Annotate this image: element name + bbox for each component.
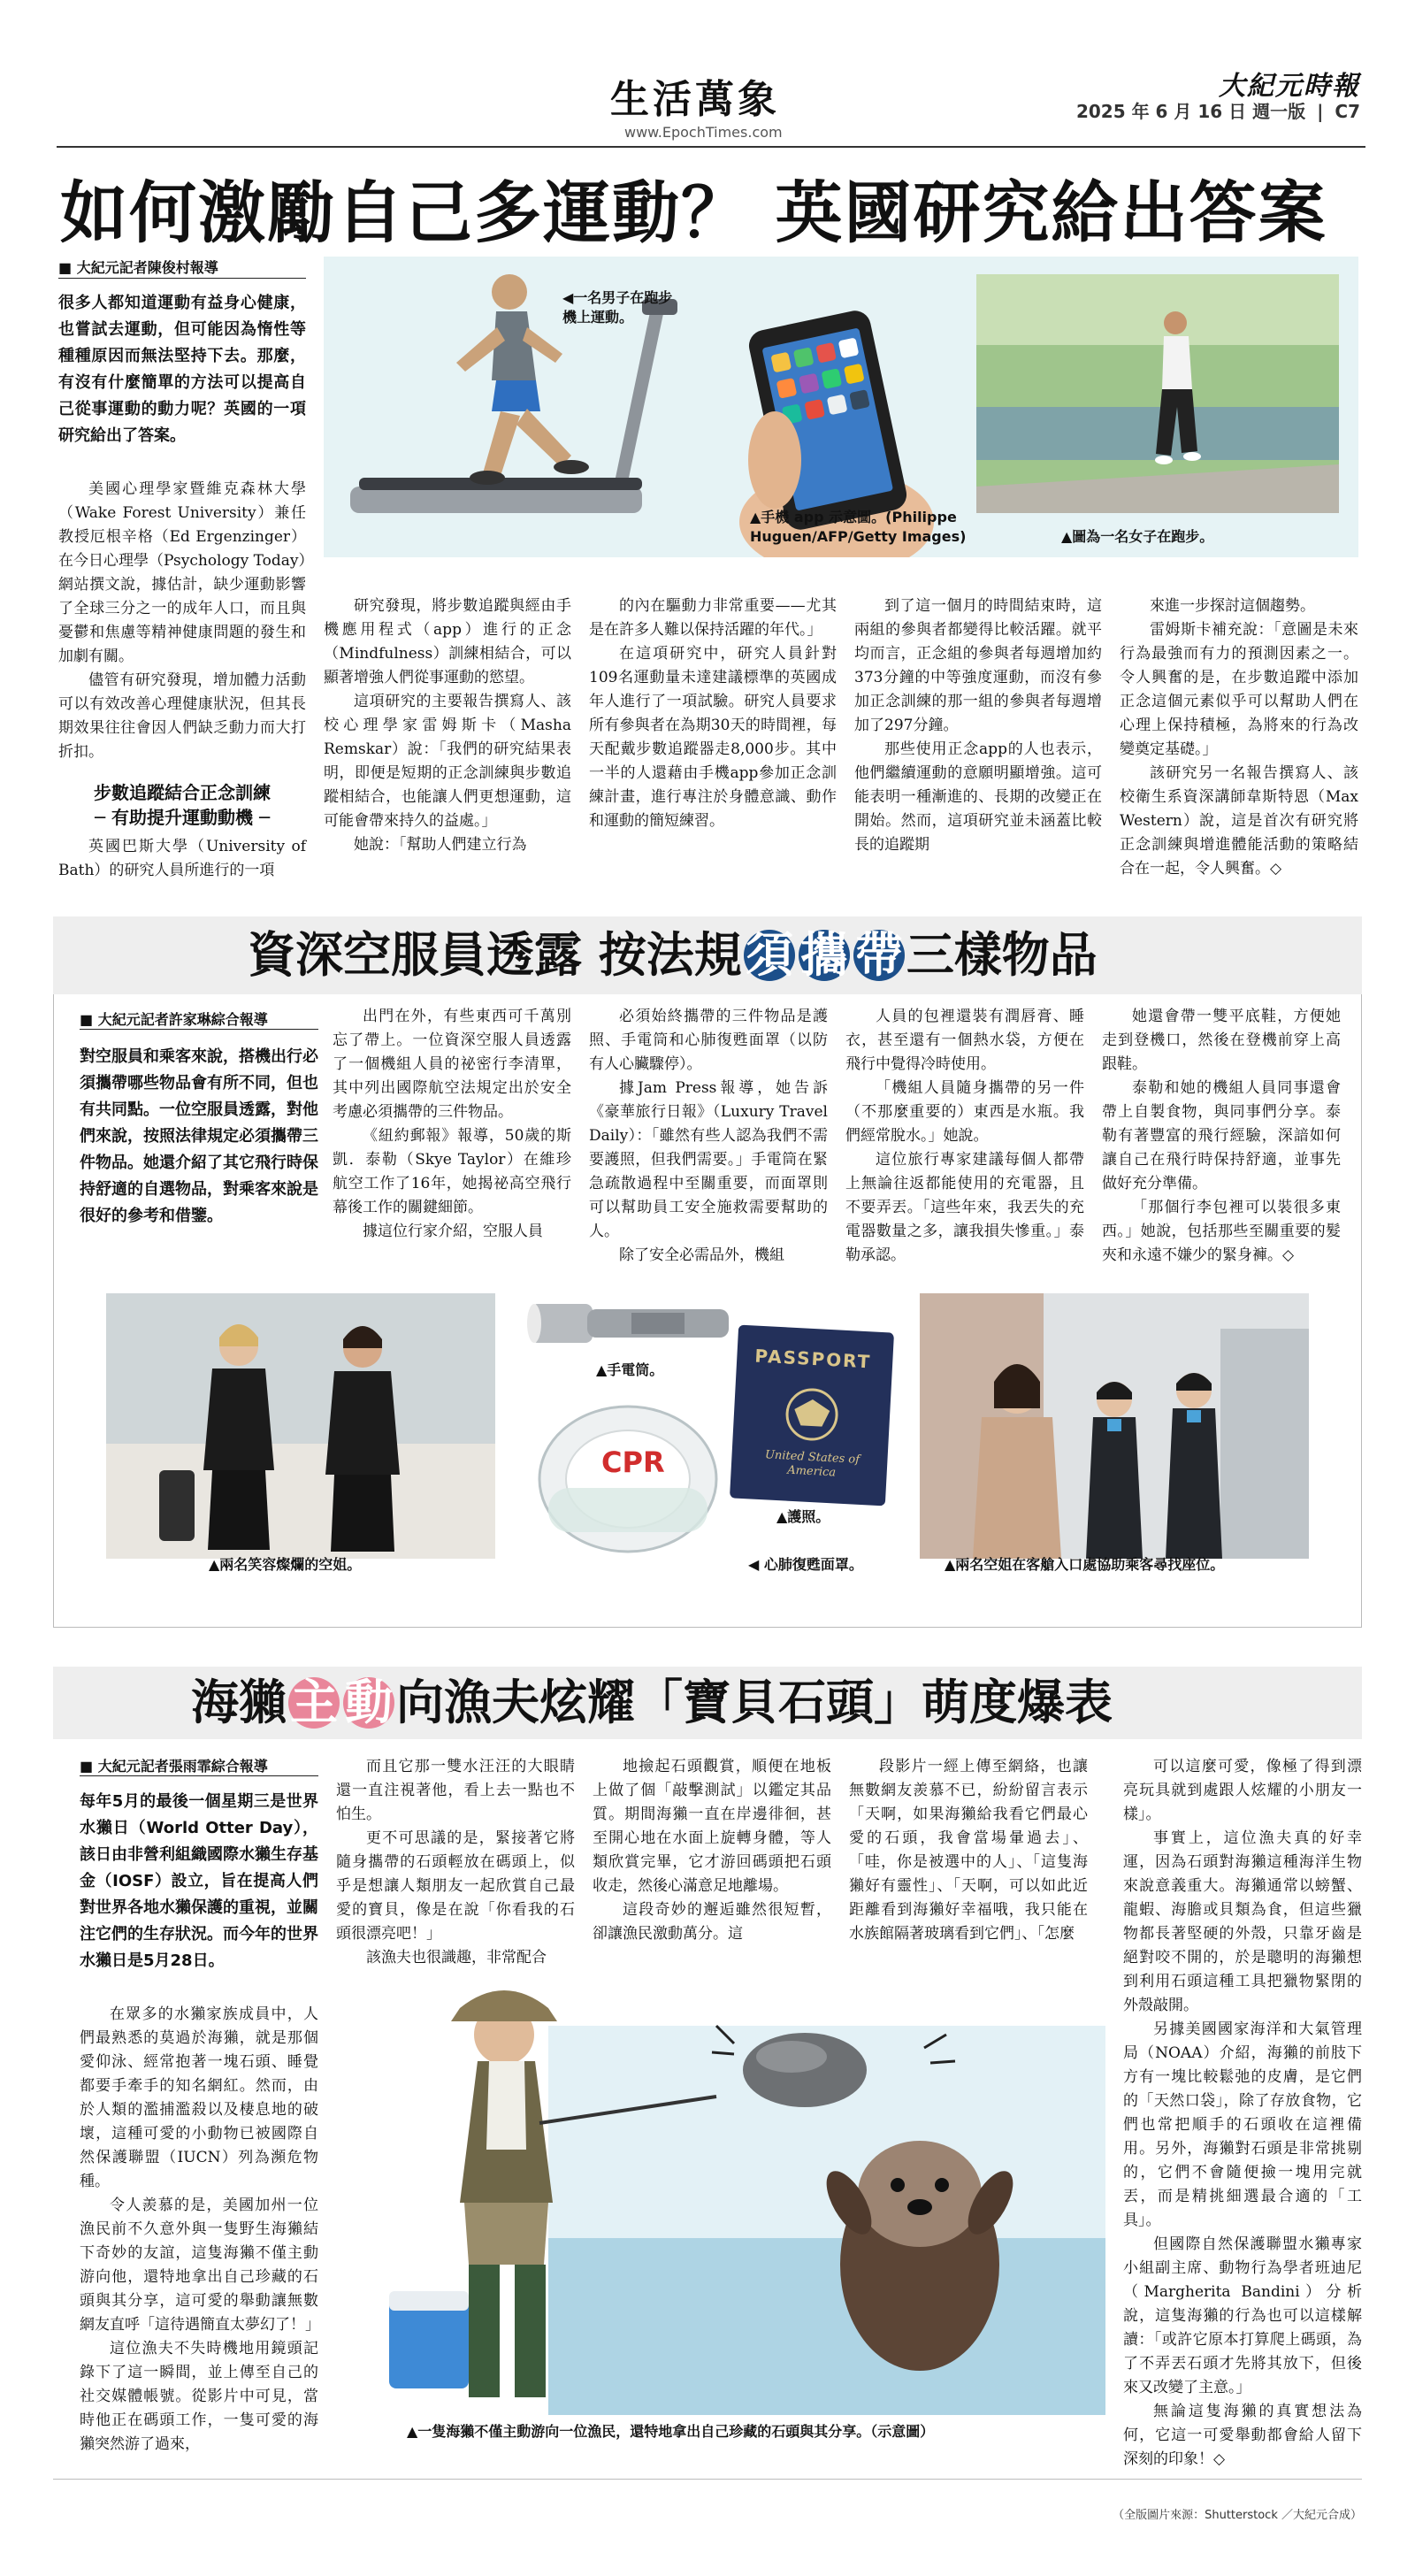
article1-col5: 來進一步探討這個趨勢。 雷姆斯卡補充說：「意圖是未來行為最強而有力的預測因素之一。令人興奮的是，在步數追蹤中添加正念這個元素似乎可以幫助人們在心理上保持積極，為將來的行為改變奠定基礎。」 該研究另一名報告撰寫人、該校衛生系資深講師韋斯特恩（Max Western）說，這是首次有研究將正念訓練與增進體能活動的策略結合在一起，令人興奮。◇ bbox=[1120, 597, 1358, 878]
otter-fisherman-photo bbox=[345, 1973, 1105, 2415]
runner-woman-photo bbox=[976, 274, 1339, 513]
article3-col5: 可以這麼可愛，像極了得到漂亮玩具就到處跟人炫耀的小朋友一樣」。 事實上，這位漁夫真的好幸運，因為石頭對海獺這種海洋生物來說意義重大。海獺通常以螃蟹、龍蝦、海膽或貝類為食，但這些獵物都長著堅硬的外殼，只靠牙齒是絕對咬不開的，於是聰明的海獺想到利用石頭這種工具把獵物緊閉的外殼敲開。 另據美國國家海洋和大氣管理局（NOAA）介紹，海獺的前肢下方有一塊比較鬆弛的皮膚，是它們的「天然口袋」，除了存放食物，它們也常把順手的石頭收在這裡備用。另外，海獺對石頭是非常挑剔的，它們不會隨便撿一塊用完就丟，而是精挑細選最合適的「工具」。 但國際自然保護聯盟水獺專家小組副主席、動物行為學者班迪尼（Margherita Bandini）分析說，這隻海獺的行為也可以這樣解讀：「或許它原本打算爬上碼頭，為了不弄丟石頭才先將其放下，但後來又改變了主意。」 無論這隻海獺的真實想法為何，它這一可愛舉動都會給人留下深刻的印象！◇ bbox=[1123, 1758, 1362, 2468]
article1-col4: 到了這一個月的時間結束時，這兩組的參與者都變得比較活躍。就平均而言，正念組的參與者每週增加約373分鐘的中等強度運動，而沒有參加正念訓練的那一組的參與者每週增加了297分鐘。 那些使用正念app的人也表示，他們繼續運動的意願明顯增強。這可能表明一種漸進的、長期的改變正在開始。然而，這項研究並未涵蓋比較長的追蹤期 bbox=[854, 597, 1102, 854]
issue-date: 2025 年 6 月 16 日 週一版 | C7 bbox=[1075, 101, 1360, 122]
masthead-logo: 大紀元時報 bbox=[1219, 71, 1360, 102]
article1-byline: ■ 大紀元記者陳俊村報導 bbox=[58, 259, 218, 276]
caption-passport: ▲護照。 bbox=[776, 1508, 830, 1525]
caption-otter: ▲一隻海獺不僅主動游向一位漁民，還特地拿出自己珍藏的石頭與其分享。（示意圖） bbox=[407, 2423, 935, 2440]
passport-title: PASSPORT bbox=[753, 1345, 872, 1373]
flashlight-image bbox=[525, 1292, 738, 1353]
attendants-illustration bbox=[106, 1293, 495, 1559]
site-url[interactable]: www.EpochTimes.com bbox=[624, 124, 783, 141]
article3-col3: 地撿起石頭觀賞，順便在地板上做了個「敲擊測試」以鑑定其品質。期間海獺一直在岸邊徘徊，甚至開心地在水面上旋轉身體，等人類欣賞完畢，它才游回碼頭把石頭收走，然後心滿意足地離場。 這段奇妙的邂逅雖然很短暫，卻讓漁民激動萬分。這 bbox=[593, 1758, 831, 1943]
article1-col3: 的內在驅動力非常重要——尤其是在許多人難以保持活躍的年代。」 在這項研究中，研究人員針對109名運動量未達建議標準的英國成年人進行了一項試驗。研究人員要求所有參與者在為期30天的時間裡，每天配戴步數追蹤器走8,000步。其中一半的人還藉由手機app參加正念訓練計畫，進行專注於身體意識、動作和運動的簡短練習。 bbox=[589, 597, 837, 830]
article1-col2: 研究發現，將步數追蹤與經由手機應用程式（app）進行的正念（Mindfulness）訓練相結合，可以顯著增強人們從事運動的慾望。 這項研究的主要報告撰寫人、該校心理學家雷姆斯卡（Masha Remskar）說：「我們的研究結果表明，即便是短期的正念訓練與步數追蹤相結合，也能讓人們更想運動，這可能會帶來持久的益處。」 她說：「幫助人們建立行為 bbox=[324, 597, 571, 854]
article3-col1: 在眾多的水獺家族成員中，人們最熟悉的莫過於海獺，就是那個愛仰泳、經常抱著一塊石頭、睡覺都要手牽手的知名網紅。然而，由於人類的濫捕濫殺以及棲息地的破壞，這種可愛的小動物已被國際自然保護聯盟（IUCN）列為瀕危物種。 令人羨慕的是，美國加州一位漁民前不久意外與一隻野生海獺結下奇妙的友誼，這隻海獺不僅主動游向他，還特地拿出自己珍藏的石頭與其分享，這可愛的舉動讓無數網友直呼「這待遇簡直太夢幻了！」 這位漁夫不失時機地用鏡頭記錄下了這一瞬間，並上傳至自己的社交媒體帳號。從影片中可見，當時他正在碼頭工作，一隻可愛的海獺突然游了過來， bbox=[80, 2005, 320, 2453]
cpr-mask-image bbox=[531, 1391, 725, 1559]
article1-subhead: 步數追蹤結合正念訓練 ─ 有助提升運動動機 ─ bbox=[94, 782, 271, 828]
article2-col3: 人員的包裡還裝有潤唇膏、睡衣，甚至還有一個熱水袋，方便在飛行中覺得冷時使用。 「機組人員隨身攜帶的另一件（不那麼重要的）東西是水瓶。我們經常脫水。」她說。 這位旅行專家建議每個人都帶上無論往返都能使用的充電器，且不要弄丟。「這些年來，我丟失的充電器數量之多，讓我損失慘重。」泰勒承認。 bbox=[845, 1008, 1084, 1264]
cabin-illustration bbox=[920, 1293, 1309, 1559]
article2-col2: 必須始終攜帶的三件物品是護照、手電筒和心肺復甦面罩（以防有人心臟驟停）。 據Jam Press報導，她告訴《豪華旅行日報》（Luxury Travel Daily）：「雖然有些人認為我們不需要護照，但我們需要。」手電筒在緊急疏散過程中至關重要，而面罩則可以幫助員工安全施救需要幫助的人。 除了安全必需品外，機組 bbox=[589, 1008, 828, 1264]
article1-lead: 很多人都知道運動有益身心健康，也嘗試去運動，但可能因為惰性等種種原因而無法堅持下去。那麼，有沒有什麼簡單的方法可以提高自己從事運動的動力呢？英國的一項研究給出了答案。 bbox=[58, 294, 306, 445]
article2-byline: ■ 大紀元記者許家琳綜合報導 bbox=[80, 1011, 268, 1028]
caption-cabin: ▲兩名空姐在客艙入口處協助乘客尋找座位。 bbox=[945, 1556, 1225, 1573]
article2-col4: 她還會帶一雙平底鞋，方便她走到登機口，然後在登機前穿上高跟鞋。 泰勒和她的機組人員同事還會帶上自製食物，與同事們分享。泰勒有著豐富的飛行經驗，深諳如何讓自己在飛行時保持舒適，並事先做好充分準備。 「那個行李包裡可以裝很多東西。」她說，包括那些至關重要的髮夾和永遠不嫌少的緊身褲。◇ bbox=[1102, 1008, 1341, 1264]
caption-attendants: ▲兩名笑容燦爛的空姐。 bbox=[209, 1556, 362, 1573]
date-text: 2025 年 6 月 16 日 週一版 bbox=[1075, 101, 1306, 122]
article1-title: 如何激勵自己多運動？ 英國研究給出答案 bbox=[60, 173, 1327, 252]
eagle-seal-icon bbox=[775, 1382, 849, 1447]
caption-phone: ▲手機 app 示意圖。(Philippe Huguen/AFP/Getty Images) bbox=[750, 509, 967, 545]
article2-title: 資深空服員透露 按法規須 攜 帶三樣物品 bbox=[248, 927, 1098, 983]
article3-col4: 段影片一經上傳至網絡，也讓無數網友羨慕不已，紛紛留言表示「天啊，如果海獺給我看它們最心愛的石頭，我會當場暈過去」、「哇，你是被選中的人」、「這隻海獺好有靈性」、「天啊，可以如此近距離看到海獺好幸福哦，我只能在水族館隔著玻璃看到它們」、「怎麼 bbox=[849, 1758, 1088, 1943]
cpr-label: CPR bbox=[601, 1445, 665, 1479]
flight-attendants-photo bbox=[106, 1293, 495, 1559]
article2-lead: 對空服員和乘客來說，搭機出行必須攜帶哪些物品會有所不同，但也有共同點。一位空服員透露，對他們來說，按照法律規定必須攜帶三件物品。她還介紹了其它飛行時保持舒適的自選物品，對乘客來說是很好的參考和借鑒。 bbox=[80, 1047, 318, 1225]
passport-subtitle: United States of America bbox=[764, 1448, 860, 1480]
photo-credit: （全版圖片來源：Shutterstock ／大紀元合成） bbox=[1113, 2509, 1362, 2522]
caption-treadmill: ◀一名男子在跑步機上運動。 bbox=[562, 289, 673, 326]
caption-runner: ▲圖為一名女子在跑步。 bbox=[1061, 528, 1214, 545]
section-title: 生活萬象 bbox=[610, 77, 780, 122]
article3-col2: 而且它那一雙水汪汪的大眼睛還一直注視著他，看上去一點也不怕生。 更不可思議的是，緊接著它將隨身攜帶的石頭輕放在碼頭上，似乎是想讓人類朋友一起欣賞自己最愛的寶貝，像是在說「你看我的石頭很漂亮吧！」 該漁夫也很識趣，非常配合 bbox=[336, 1758, 575, 1966]
article1-col1: 美國心理學家暨維克森林大學（Wake Forest University）兼任教授厄根辛格（Ed Ergenzinger）在今日心理學（Psychology Today）網站撰文說，據估計，缺少運動影響了全球三分之一的成年人口，而且與憂鬱和焦慮等精神健康問題的發生和加劇有關。 儘管有研究發現，增加體力活動可以有效改善心理健康狀況，但其長期效果往往會因人們缺乏動力而大打折扣。 步數追蹤結合正念訓練 ─ 有助提升運動動機 ─ 英國巴斯大學（University of Bath）的研究人員所進行的一項 bbox=[58, 480, 306, 879]
otter-fisherman-illustration bbox=[345, 1973, 1105, 2415]
passport-image bbox=[730, 1325, 894, 1506]
cabin-photo bbox=[920, 1293, 1309, 1559]
caption-flashlight: ▲手電筒。 bbox=[596, 1361, 664, 1378]
caption-cpr: ◀ 心肺復甦面罩。 bbox=[748, 1556, 863, 1573]
article3-lead: 每年5月的最後一個星期三是世界水獺日（World Otter Day），該日由非營利組織國際水獺生存基金（IOSF）設立，旨在提高人們對世界各地水獺保護的重視，並關注它們的生存狀況。而今年的世界水獺日是5月28日。 bbox=[80, 1792, 318, 1970]
article3-title: 海獺主 動向漁夫炫耀「寶貝石頭」萌度爆表 bbox=[191, 1675, 1113, 1730]
page-number: C7 bbox=[1335, 101, 1360, 122]
article2-col1: 出門在外，有些東西可千萬別忘了帶上。一位資深空服人員透露了一個機組人員的祕密行李清單，其中列出國際航空法規定出於安全考慮必須攜帶的三件物品。 《紐約郵報》報導，50歲的斯凱．泰勒（Skye Taylor）在維珍航空工作了16年，她揭祕高空飛行幕後工作的關鍵細節。 據這位行家介紹，空服人員 bbox=[333, 1008, 571, 1240]
article3-byline: ■ 大紀元記者張雨霏綜合報導 bbox=[80, 1758, 268, 1775]
